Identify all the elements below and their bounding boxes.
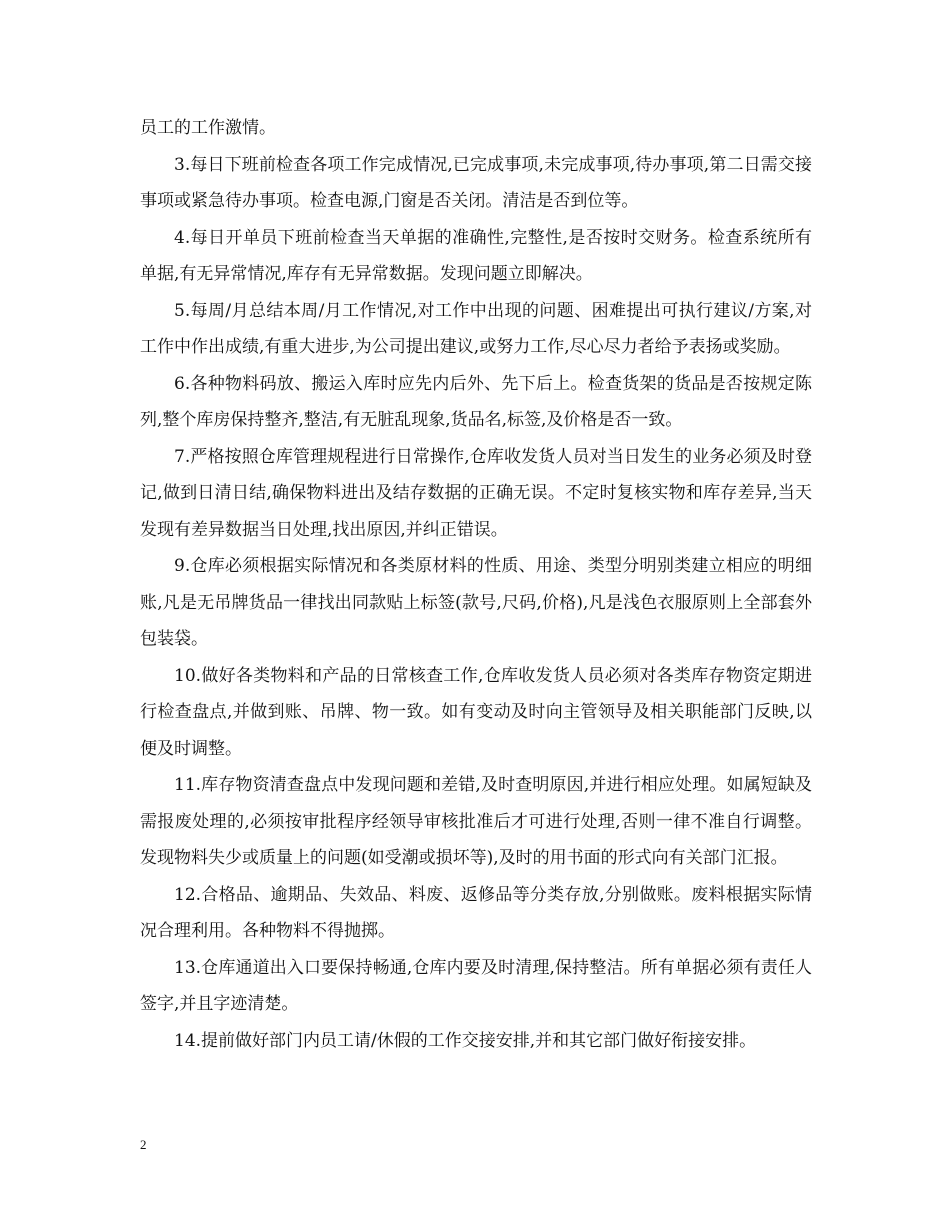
- paragraph-item-5: 5.每周/月总结本周/月工作情况,对工作中出现的问题、困难提出可执行建议/方案,对工作中作出成绩,有重大进步,为公司提出建议,或努力工作,尽心尽力者给予表扬或奖励。: [140, 300, 812, 357]
- paragraph-item-12: 12.合格品、逾期品、失效品、料废、返修品等分类存放,分别做账。废料根据实际情况合理利用。各种物料不得抛掷。: [140, 884, 812, 941]
- paragraph-item-9: 9.仓库必须根据实际情况和各类原材料的性质、用途、类型分明别类建立相应的明细账,凡是无吊牌货品一律找出同款贴上标签(款号,尺码,价格),凡是浅色衣服原则上全部套外包装袋。: [140, 556, 812, 649]
- paragraph-item-7: 7.严格按照仓库管理规程进行日常操作,仓库收发货人员对当日发生的业务必须及时登记,做到日清日结,确保物料进出及结存数据的正确无误。不定时复核实物和库存差异,当天发现有差异数据当日处理,找出原因,并纠正错误。: [140, 446, 812, 540]
- paragraph-item-13: 13.仓库通道出入口要保持畅通,仓库内要及时清理,保持整洁。所有单据必须有责任人签字,并且字迹清楚。: [140, 957, 812, 1014]
- paragraph-item-6: 6.各种物料码放、搬运入库时应先内后外、先下后上。检查货架的货品是否按规定陈列,整个库房保持整齐,整洁,有无脏乱现象,货品名,标签,及价格是否一致。: [140, 373, 812, 430]
- paragraph-item-14: 14.提前做好部门内员工请/休假的工作交接安排,并和其它部门做好衔接安排。: [174, 1030, 757, 1051]
- paragraph-item-3: 3.每日下班前检查各项工作完成情况,已完成事项,未完成事项,待办事项,第二日需交接事项或紧急待办事项。检查电源,门窗是否关闭。清洁是否到位等。: [140, 154, 812, 211]
- paragraph-item-10: 10.做好各类物料和产品的日常核查工作,仓库收发货人员必须对各类库存物资定期进行检查盘点,并做到账、吊牌、物一致。如有变动及时向主管领导及相关职能部门反映,以便及时调整。: [140, 665, 812, 759]
- page-number: 2: [140, 1137, 147, 1152]
- document-body: [140, 110, 812, 1059]
- paragraph-continuation: 员工的工作激情。: [140, 118, 276, 138]
- paragraph-item-4: 4.每日开单员下班前检查当天单据的准确性,完整性,是否按时交财务。检查系统所有单据,有无异常情况,库存有无异常数据。发现问题立即解决。: [140, 227, 812, 284]
- paragraph-item-11: 11.库存物资清查盘点中发现问题和差错,及时查明原因,并进行相应处理。如属短缺及需报废处理的,必须按审批程序经领导审核批准后才可进行处理,否则一律不准自行调整。发现物料失少或质量上的问题(如受潮或损坏等),及时的用书面的形式向有关部门汇报。: [140, 775, 812, 868]
